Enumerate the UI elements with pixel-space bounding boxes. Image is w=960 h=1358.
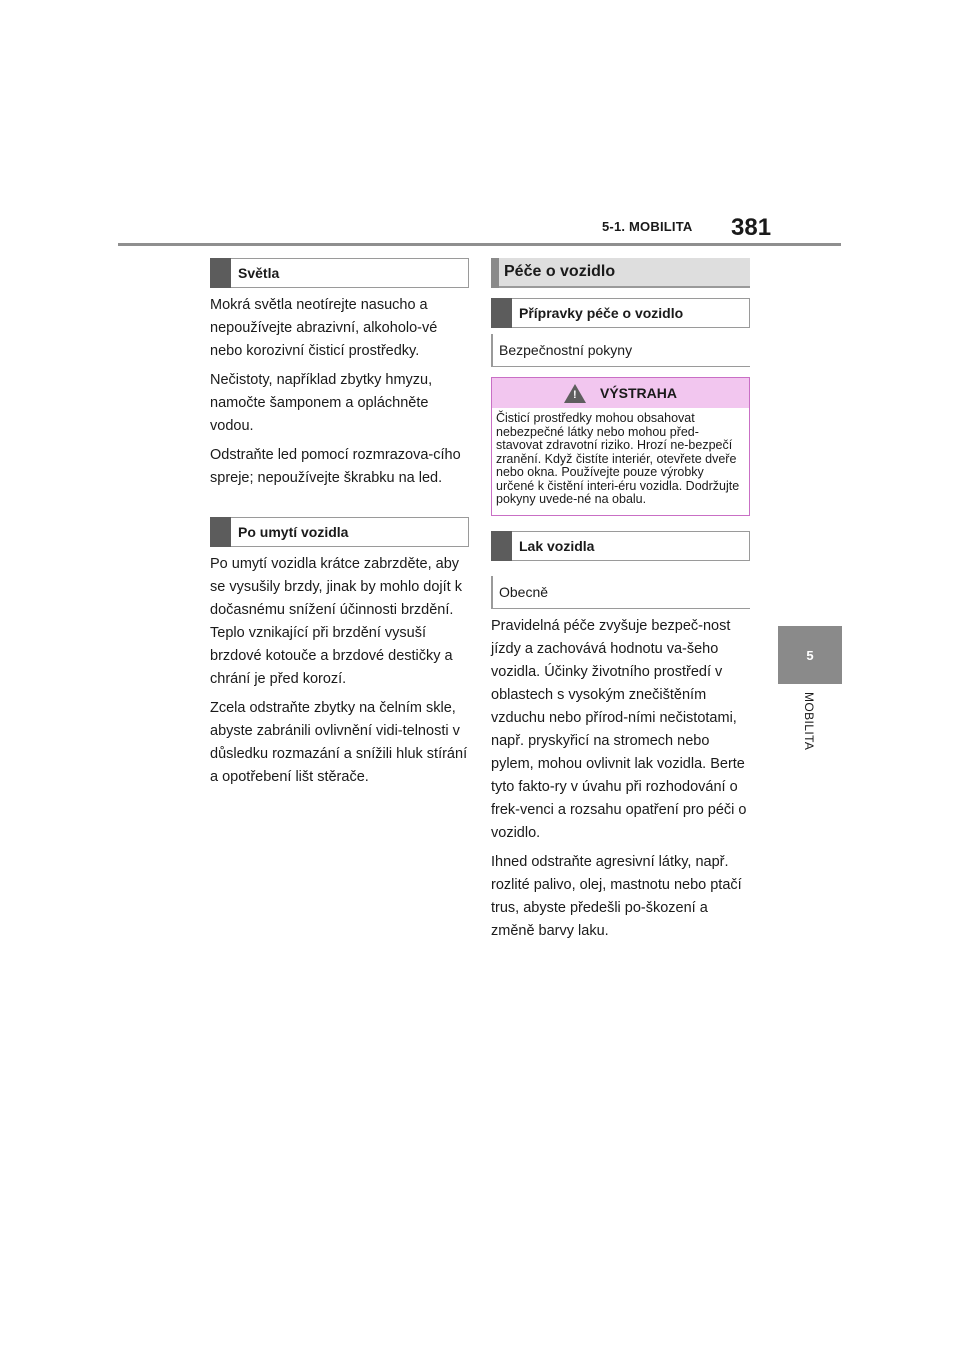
header-divider [118, 243, 841, 246]
section-title: 5-1. MOBILITA [602, 219, 693, 234]
paragraph: Zcela odstraňte zbytky na čelním skle, abyste zabránili ovlivnění vidi-telnosti v důsledku rozmazání a snížili hluk stírání a opotřebení lišt stěrače. [210, 700, 468, 785]
heading-text: Péče o vozidlo [504, 263, 616, 280]
heading-marker [491, 258, 499, 288]
chapter-label: MOBILITA [802, 692, 816, 751]
page-number: 381 [731, 214, 772, 241]
subheading-obecne [491, 576, 750, 609]
warning-header [492, 378, 749, 408]
paragraph: Ihned odstraňte agresivní látky, např. rozlité palivo, olej, mastnotu nebo ptačí trus, abyste předešli po-škození a změně barvy laku. [491, 853, 742, 939]
paragraph: Pravidelná péče zvyšuje bezpeč-nost jízdy a zachovává hodnotu va-šeho vozidla. Účinky životního prostředí v oblastech s vysokým znečištěním vzduchu nebo přírod-ními nečistotami, např. pryskyřicí na stromech nebo pylem, mohou ovlivnit lak vozidla. Berte tyto fakto-ry v úvahu při rozhodování o frek-venci a rozsahu opatření pro péči o vozidlo. [491, 617, 747, 841]
heading-text: Světla [238, 265, 280, 281]
paragraph: Nečistoty, například zbytky hmyzu, namočte šamponem a opláchněte vodou. [210, 372, 433, 434]
right-column [491, 258, 750, 949]
heading-marker [491, 298, 512, 328]
paragraph: Po umytí vozidla krátce zabrzděte, aby se vysušily brzdy, jinak by mohlo dojít k dočasnému snížení účinnosti brzdění. Teplo vznikající při brzdění vysuší brzdové kotouče a brzdové destičky a chrání je před korozí. [210, 556, 462, 687]
subheading-bezpecnostni [491, 334, 750, 367]
warning-box [491, 377, 750, 516]
paragraph: Odstraňte led pomocí rozmrazova-cího spreje; nepoužívejte škrabku na led. [210, 447, 461, 486]
warning-title: VÝSTRAHA [599, 385, 677, 401]
heading-po-umyti [210, 517, 469, 547]
heading-marker [210, 258, 231, 288]
paragraph: Mokrá světla neotírejte nasucho a nepoužívejte abrazivní, alkoholo-vé nebo korozivní čisticí prostředky. [210, 297, 438, 359]
heading-text: Lak vozidla [519, 537, 595, 554]
subheading-text: Obecně [499, 583, 549, 600]
heading-marker [210, 517, 231, 547]
subheading-text: Bezpečnostní pokyny [499, 342, 633, 358]
warning-text: Čisticí prostředky mohou obsahovat nebezpečné látky nebo mohou před-stavovat zdravotní riziko. Hrozí ne-bezpečí zranění. Když čistíte interiér, otevřete dveře nebo okna. Používejte pouze výrobky určené k čistění interi-éru vozidla. Dodržujte pokyny uvede-né na obalu. [496, 411, 740, 506]
heading-text: Po umytí vozidla [238, 524, 349, 540]
heading-pripravky [491, 298, 750, 328]
left-column [210, 258, 469, 795]
heading-lak [491, 531, 750, 561]
heading-svetla [210, 258, 469, 288]
heading-marker [491, 531, 512, 561]
chapter-tab: 5 [778, 626, 842, 684]
warning-icon: ! [564, 384, 586, 403]
heading-text: Přípravky péče o vozidlo [519, 305, 684, 321]
major-heading-pece [491, 258, 750, 288]
